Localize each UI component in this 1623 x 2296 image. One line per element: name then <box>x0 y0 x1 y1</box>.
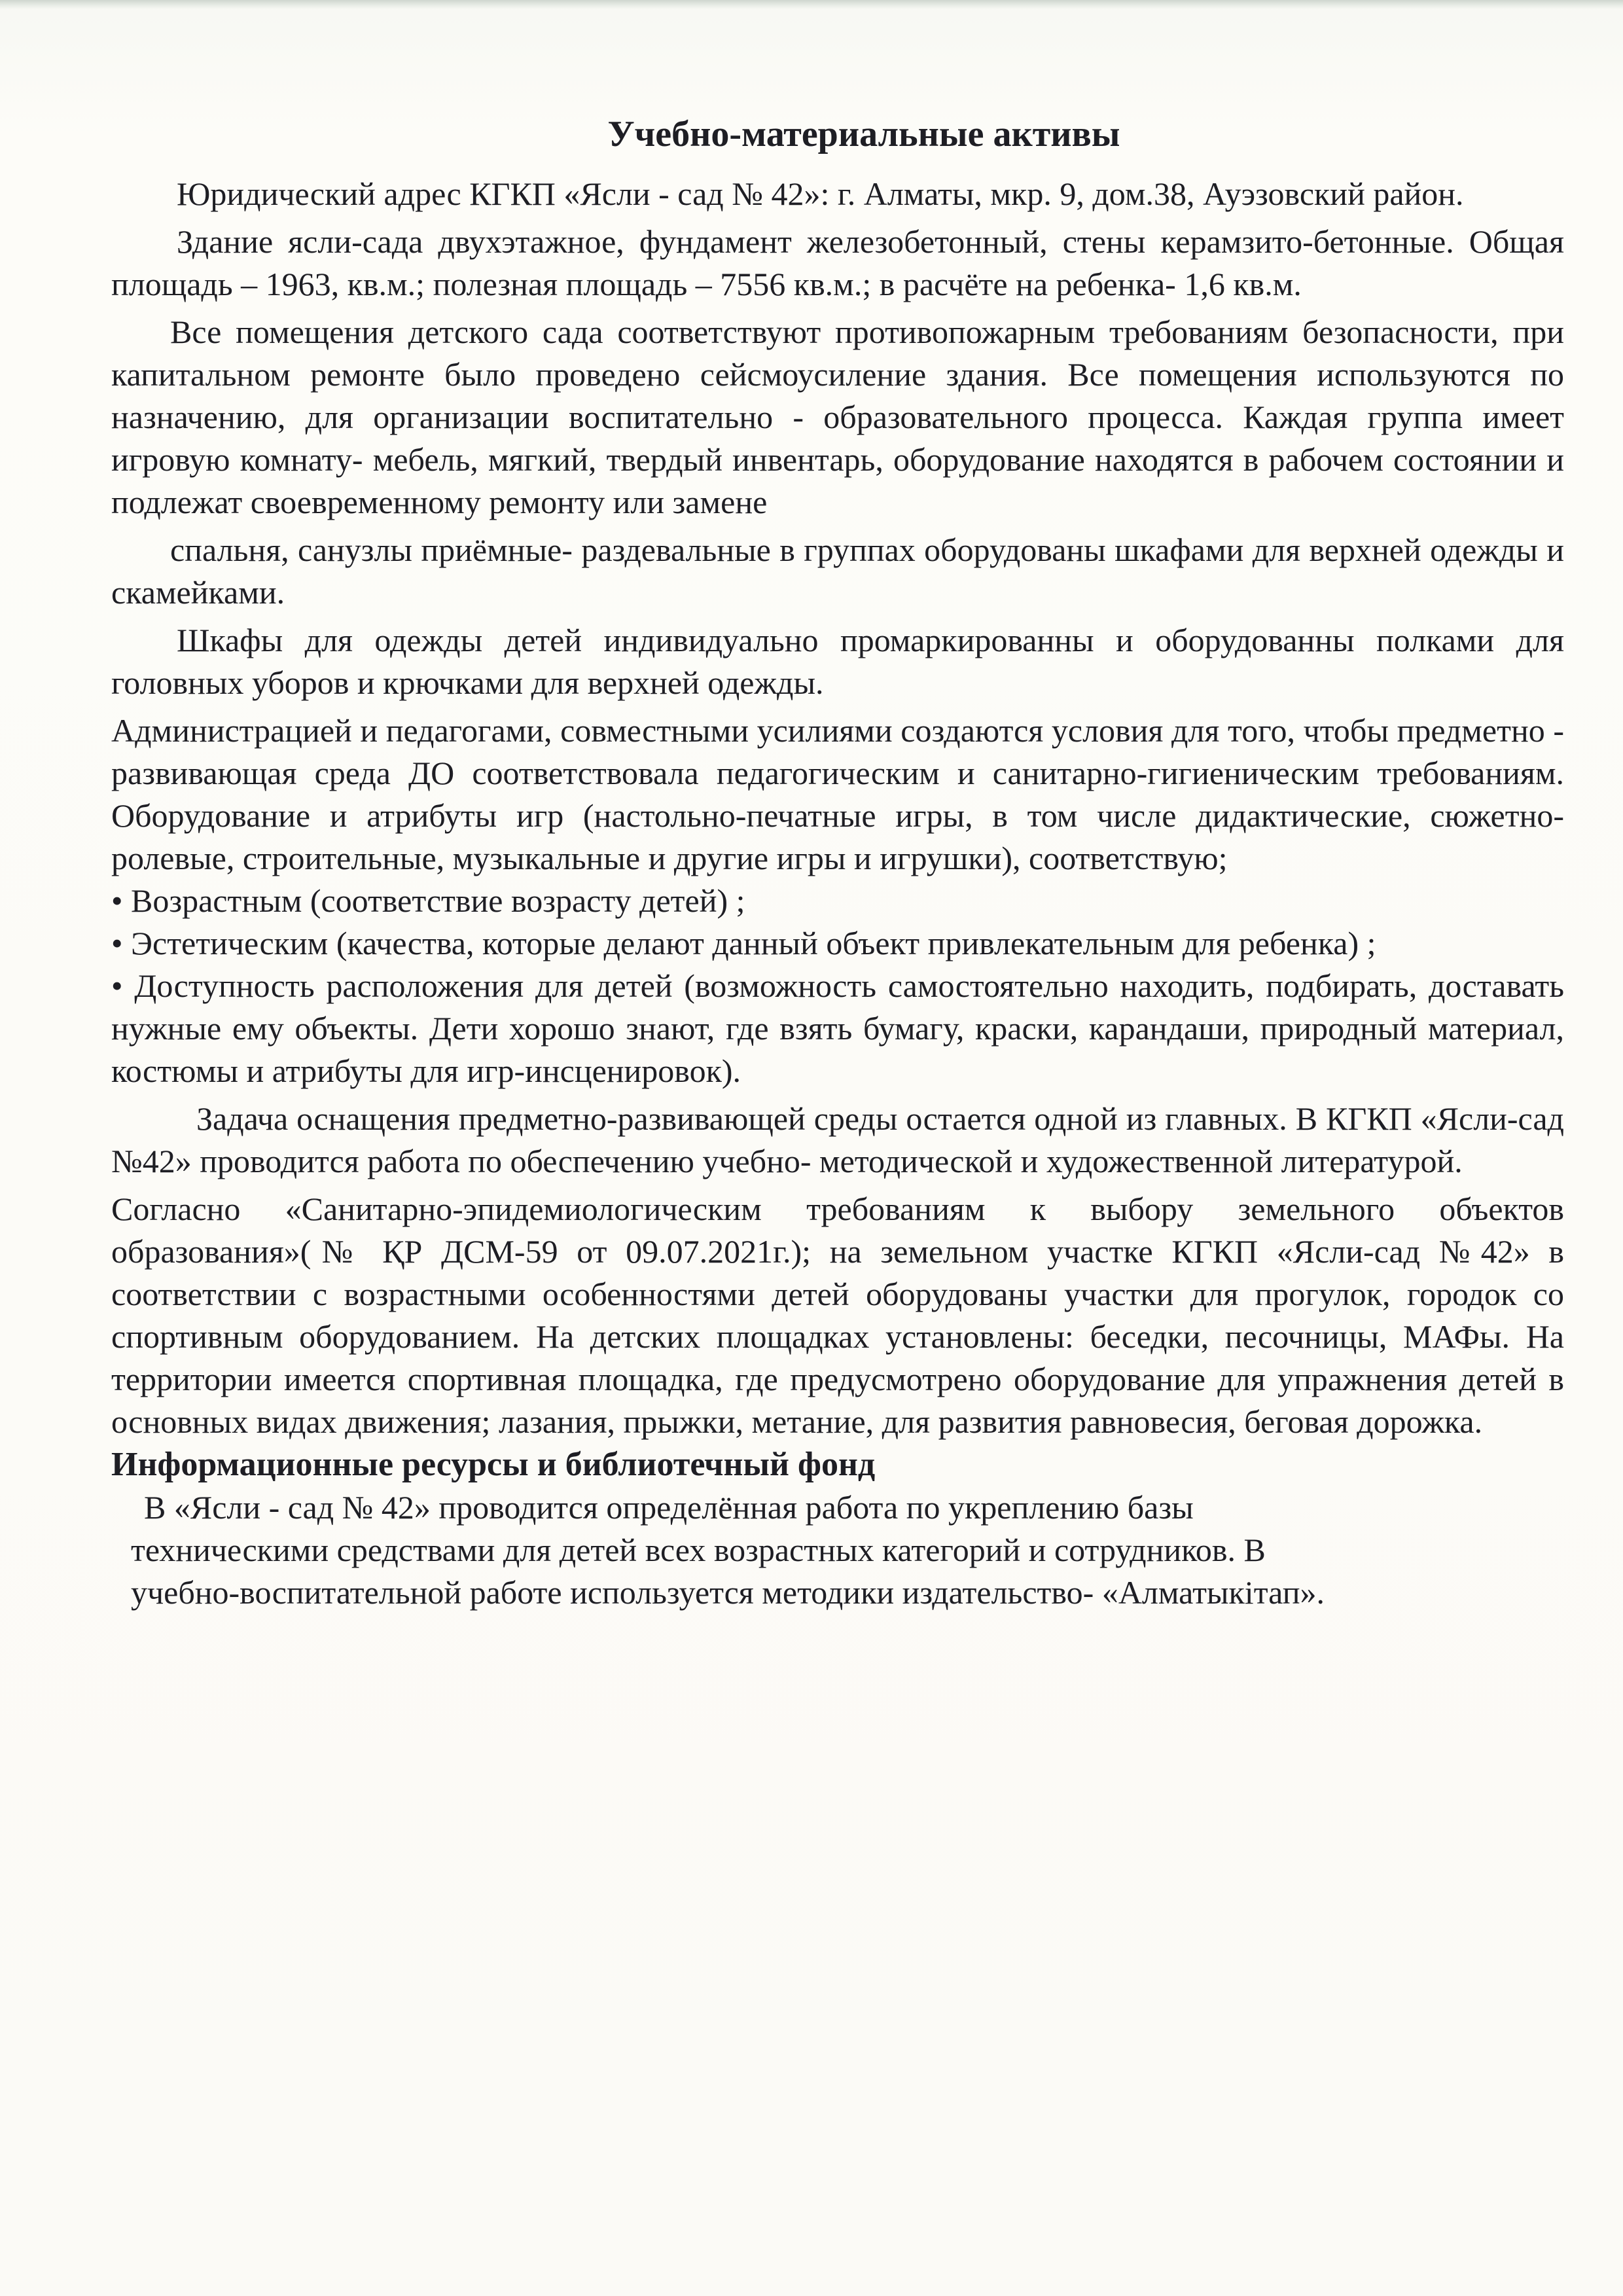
bullet-age: • Возрастным (соответствие возрасту детей) ; <box>111 882 745 919</box>
document-body <box>111 111 1564 1614</box>
paragraph-bedroom: спальня, санузлы приёмные- раздевальные в группах оборудованы шкафами для верхней одежды и скамейками. <box>111 531 1564 611</box>
section-text-line: учебно-воспитательной работе используется методики издательство- «Алматыкітап». <box>131 1574 1325 1611</box>
paragraph-environment: Администрацией и педагогами, совместными усилиями создаются условия для того, чтобы предметно - развивающая среда ДО соответствовала педагогическим и санитарно-гигиеническим требованиям. Оборудование и атрибуты игр (настольно-печатные игры, в том числе дидактические, сюжетно-ролевые, строительные, музыкальные и другие игры и игрушки), соответствую; <box>111 712 1564 876</box>
section-text-line: техническими средствами для детей всех возрастных категорий и сотрудников. В <box>131 1532 1266 1568</box>
paragraph-sanitary: Согласно «Санитарно-эпидемиологическим требованиям к выбору земельного объектов образования»(№ ҚР ДСМ-59 от 09.07.2021г.); на земельном участке КГКП «Ясли-сад №42» в соответствии с возрастными особенностями детей оборудованы участки для прогулок, городок со спортивным оборудованием. На детских площадках установлены: беседки, песочницы, МАФы. На территории имеется спортивная площадка, где предусмотрено оборудование для упражнения детей в основных видах движения; лазания, прыжки, метание, для развития равновесия, беговая дорожка. <box>111 1191 1564 1440</box>
bullet-aesthetic: • Эстетическим (качества, которые делают данный объект привлекательным для ребенка) ; <box>111 925 1376 961</box>
paragraph-task: Задача оснащения предметно-развивающей среды остается одной из главных. В КГКП «Ясли-сад №42» проводится работа по обеспечению учебно- методической и художественной литературой. <box>111 1100 1564 1179</box>
bullet-accessibility: • Доступность расположения для детей (возможность самостоятельно находить, подбирать, доставать нужные ему объекты. Дети хорошо знают, где взять бумагу, краски, карандаши, природный материал, костюмы и атрибуты для игр-инсценировок). <box>111 967 1564 1089</box>
section-text-line: В «Ясли - сад № 42» проводится определённая работа по укреплению базы <box>144 1489 1194 1526</box>
section-text-block <box>131 1486 1538 1614</box>
section-title-information-resources: Информационные ресурсы и библиотечный фонд <box>111 1446 876 1483</box>
paragraph-wardrobes: Шкафы для одежды детей индивидуально промаркированны и оборудованны полками для головных уборов и крючками для верхней одежды. <box>111 622 1564 701</box>
paragraph-building: Здание ясли-сада двухэтажное, фундамент железобетонный, стены керамзито-бетонные. Общая площадь – 1963, кв.м.; полезная площадь – 7556 кв.м.; в расчёте на ребенка- 1,6 кв.м. <box>111 223 1564 302</box>
paragraph-legal-address: Юридический адрес КГКП «Ясли - сад № 42»: г. Алматы, мкр. 9, дом.38, Ауэзовский район. <box>177 175 1464 212</box>
scan-edge <box>0 0 1623 9</box>
document-title: Учебно-материальные активы <box>607 114 1120 154</box>
paragraph-premises: Все помещения детского сада соответствуют противопожарным требованиям безопасности, при капитальном ремонте было проведено сейсмоусиление здания. Все помещения используются по назначению, для организации воспитательно - образовательного процесса. Каждая группа имеет игровую комнату- мебель, мягкий, твердый инвентарь, оборудование находятся в рабочем состоянии и подлежат своевременному ремонту или замене <box>111 314 1564 520</box>
